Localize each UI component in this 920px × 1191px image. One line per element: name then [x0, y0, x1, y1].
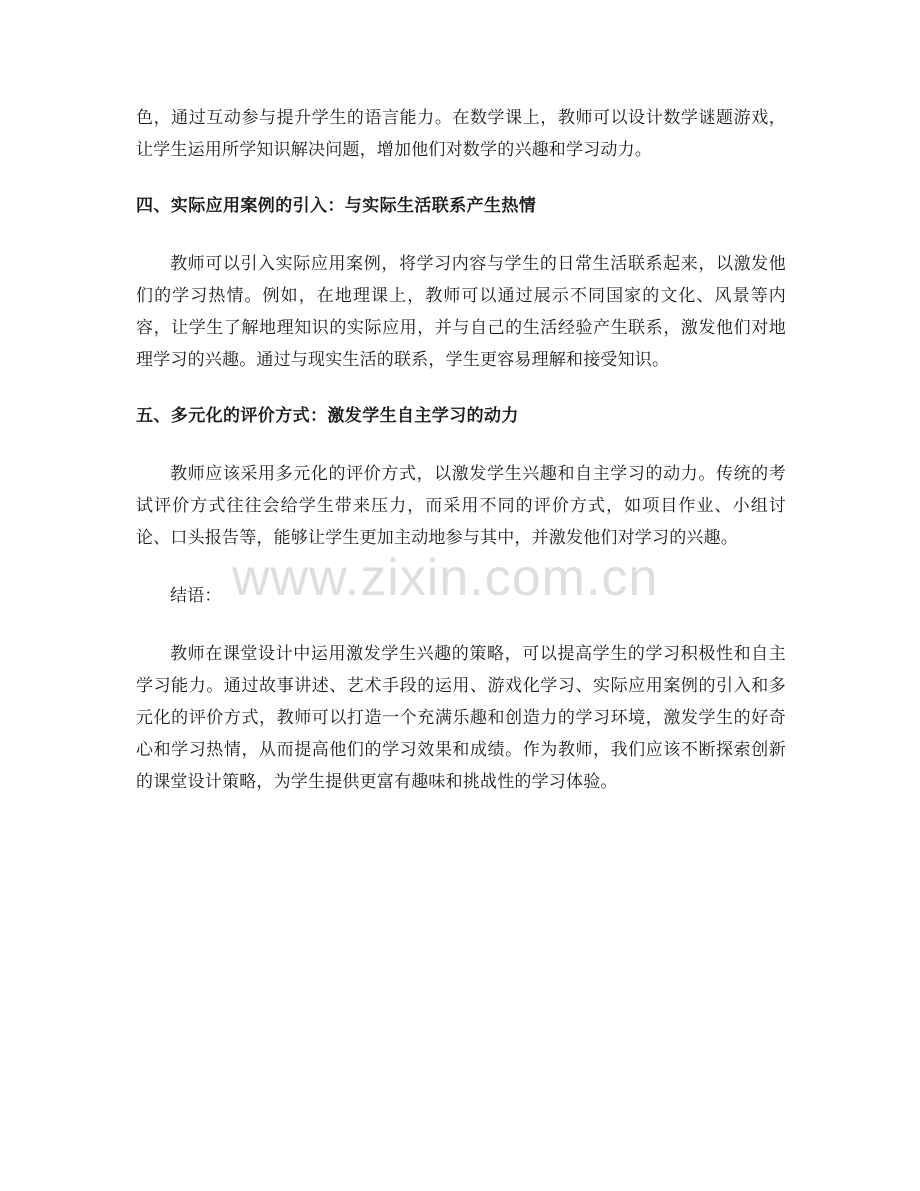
section-5-body: 教师应该采用多元化的评价方式，以激发学生兴趣和自主学习的动力。传统的考试评价方式往往会给学生带来压力，而采用不同的评价方式，如项目作业、小组讨论、口头报告等，能够让学生更加主动地参与其中，并激发他们对学习的兴趣。: [136, 464, 786, 548]
watermark: www.zixin.com.cn: [232, 549, 659, 607]
document-content: [136, 102, 786, 798]
section-4-heading: 四、实际应用案例的引入：与实际生活联系产生热情: [136, 196, 537, 216]
conclusion-label: 结语：: [170, 586, 222, 606]
section-5-heading: 五、多元化的评价方式：激发学生自主学习的动力: [136, 406, 519, 426]
intro-paragraph: 色，通过互动参与提升学生的语言能力。在数学课上，教师可以设计数学谜题游戏，让学生运用所学知识解决问题，增加他们对数学的兴趣和学习动力。: [136, 108, 786, 160]
section-4-body: 教师可以引入实际应用案例，将学习内容与学生的日常生活联系起来，以激发他们的学习热情。例如，在地理课上，教师可以通过展示不同国家的文化、风景等内容，让学生了解地理知识的实际应用，并与自己的生活经验产生联系，激发他们对地理学习的兴趣。通过与现实生活的联系，学生更容易理解和接受知识。: [136, 254, 786, 370]
conclusion-body: 教师在课堂设计中运用激发学生兴趣的策略，可以提高学生的学习积极性和自主学习能力。通过故事讲述、艺术手段的运用、游戏化学习、实际应用案例的引入和多元化的评价方式，教师可以打造一个充满乐趣和创造力的学习环境，激发学生的好奇心和学习热情，从而提高他们的学习效果和成绩。作为教师，我们应该不断探索创新的课堂设计策略，为学生提供更富有趣味和挑战性的学习体验。: [136, 644, 786, 792]
